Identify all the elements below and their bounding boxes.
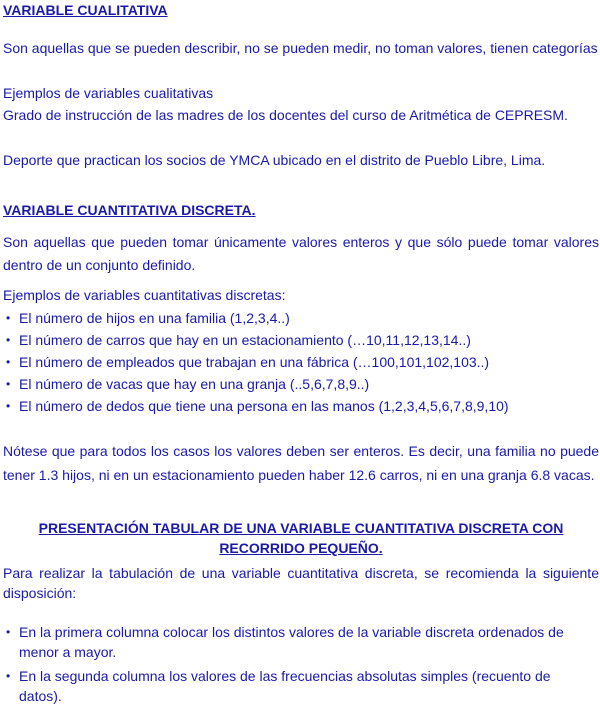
tabular-steps-list (3, 622, 589, 710)
heading-line-1: PRESENTACIÓN TABULAR DE UNA VARIABLE CUANTITATIVA DISCRETA CON (38, 520, 564, 536)
heading-variable-cualitativa: VARIABLE CUALITATIVA (3, 2, 168, 18)
list-item (3, 395, 599, 417)
discreta-note: Nótese que para todos los casos los valores deben ser enteros. Es decir, una familia no puede tener 1.3 hijos, ni en un estacionamiento pueden haber 12.6 carros, ni en una granja 6.8 vacas. (3, 443, 599, 483)
heading-line-2 (3, 538, 599, 558)
cualitativa-definition: Son aquellas que se pueden describir, no se pueden medir, no toman valores, tienen categorías (3, 40, 598, 56)
heading-line-2-text: RECORRIDO PEQUEÑO (219, 540, 379, 556)
list-item-text: El número de dedos que tiene una persona en las manos (1,2,3,4,5,6,7,8,9,10) (19, 398, 509, 414)
bullet-icon: • (6, 669, 11, 683)
list-item (3, 622, 589, 662)
list-item-text: En la primera columna colocar los distintos valores de la variable discreta ordenados de menor a mayor. (19, 624, 564, 660)
heading-variable-cuantitativa-discreta (3, 201, 256, 219)
list-item-text: El número de empleados que trabajan en una fábrica (…100,101,102,103..) (19, 354, 490, 370)
list-item (3, 666, 589, 706)
list-item (3, 373, 599, 395)
cualitativa-example-1: Grado de instrucción de las madres de los docentes del curso de Aritmética de CEPRESM. (3, 107, 568, 123)
heading-period: . (251, 202, 256, 218)
bullet-icon: • (6, 625, 11, 639)
list-item (3, 329, 599, 351)
discreta-examples-label: Ejemplos de variables cuantitativas discretas: (3, 287, 286, 303)
discreta-definition: Son aquellas que pueden tomar únicamente valores enteros y que sólo puede tomar valores dentro de un conjunto definido. (3, 234, 599, 273)
bullet-icon: • (6, 311, 11, 325)
heading-text: VARIABLE CUANTITATIVA DISCRETA (3, 202, 252, 218)
list-item-text: El número de carros que hay en un estacionamiento (…10,11,12,13,14..) (19, 332, 471, 348)
list-item (3, 307, 599, 329)
cualitativa-examples-label: Ejemplos de variables cualitativas (3, 85, 214, 101)
bullet-icon: • (6, 399, 11, 413)
bullet-icon: • (6, 333, 11, 347)
list-item (3, 351, 599, 373)
list-item-text: El número de vacas que hay en una granja (..5,6,7,8,9..) (19, 376, 370, 392)
cualitativa-example-2: Deporte que practican los socios de YMCA ubicado en el distrito de Pueblo Libre, Lima. (3, 152, 546, 168)
bullet-icon: • (6, 377, 11, 391)
list-item-text: El número de hijos en una familia (1,2,3,4..) (19, 310, 290, 326)
discreta-examples-list (3, 307, 599, 417)
heading-period: . (378, 540, 383, 556)
bullet-icon: • (6, 355, 11, 369)
list-item-text: En la segunda columna los valores de las frecuencias absolutas simples (recuento de datos). (19, 668, 551, 704)
tabular-intro: Para realizar la tabulación de una variable cuantitativa discreta, se recomienda la siguiente disposición: (3, 565, 599, 601)
heading-presentacion-tabular (3, 518, 599, 558)
